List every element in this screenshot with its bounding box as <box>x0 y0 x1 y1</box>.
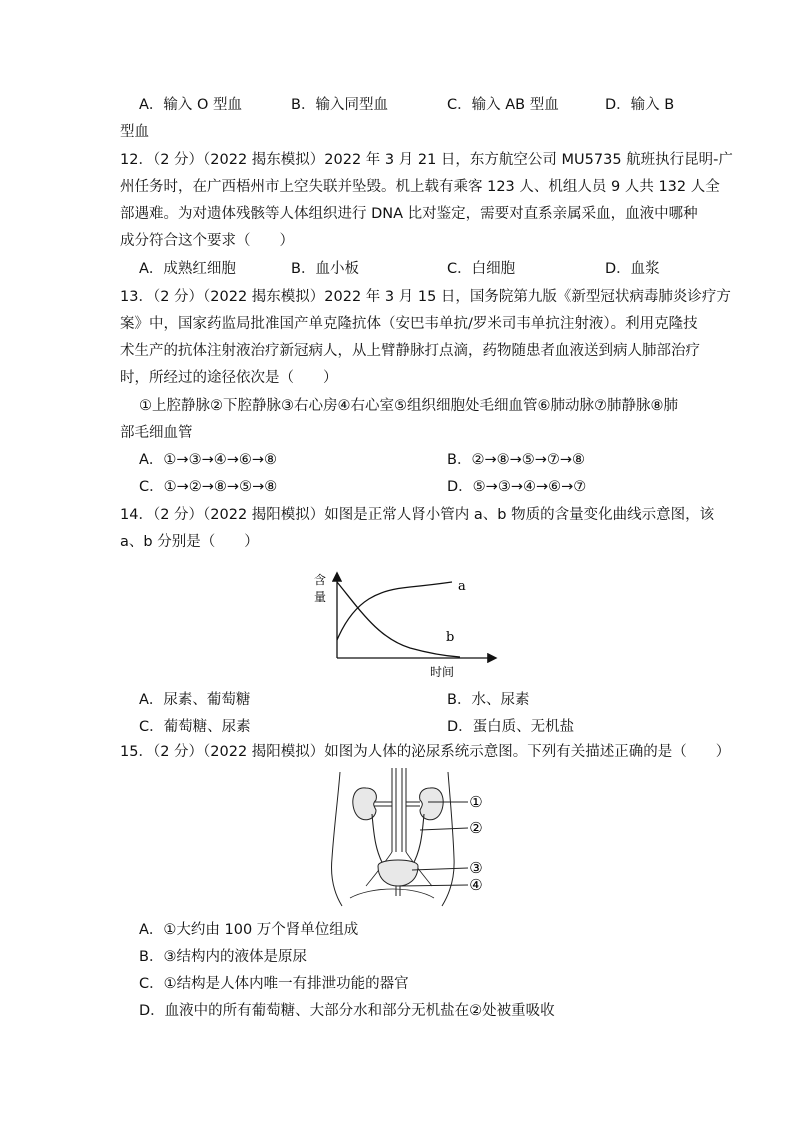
x-axis-label: 时间 <box>429 665 455 679</box>
q13-option-a: A．①→③→④→⑥→⑧ <box>139 452 278 468</box>
q13-stem-line: 13．（2 分）（2022 揭东模拟）2022 年 3 月 15 日，国务院第九版《新型冠状病毒肺炎诊疗方 <box>120 289 731 305</box>
q13-stem-line: 术生产的抗体注射液治疗新冠病人，从上臂静脉打点滴，药物随患者血液送到病人肺部治疗 <box>120 343 700 359</box>
q13-stem-line: 时，所经过的途径依次是（ ） <box>120 370 338 386</box>
q15-option-d: D．血液中的所有葡萄糖、大部分水和部分无机盐在②处被重吸收 <box>139 1003 555 1019</box>
q14-stem-line: a、b 分别是（ ） <box>120 534 259 550</box>
q14-option-d: D．蛋白质、无机盐 <box>447 719 575 735</box>
body-outline-left <box>331 772 342 906</box>
pelvis-line <box>350 889 434 898</box>
right-kidney <box>420 788 444 820</box>
figure-label-4: ④ <box>469 876 483 894</box>
urethra <box>396 886 400 896</box>
q12-stem-line: 12．（2 分）（2022 揭东模拟）2022 年 3 月 21 日，东方航空公司 MU5735 航班执行昆明-广 <box>120 152 733 168</box>
urinary-system-figure <box>322 768 492 910</box>
q12-stem-line: 部遇难。为对遗体残骸等人体组织进行 DNA 比对鉴定，需要对直系亲属采血，血液中哪种 <box>120 206 698 222</box>
q14-option-a: A．尿素、葡萄糖 <box>139 692 251 708</box>
figure-label-2: ② <box>469 819 483 837</box>
y-axis-label-1: 含 <box>313 573 327 587</box>
y-axis-label-2: 量 <box>313 590 327 604</box>
q11-option-c: C．输入 AB 型血 <box>447 97 559 113</box>
q13-option-d: D．⑤→③→④→⑥→⑦ <box>447 479 587 495</box>
q14-option-c: C．葡萄糖、尿素 <box>139 719 251 735</box>
right-ureter <box>412 814 424 866</box>
q12-option-a: A．成熟红细胞 <box>139 261 236 277</box>
q13-sub-line: ①上腔静脉②下腔静脉③右心房④右心室⑤组织细胞处毛细血管⑥肺动脉⑦肺静脉⑧肺 <box>139 398 678 414</box>
bladder <box>378 860 418 886</box>
curve-a <box>337 582 452 640</box>
curve-a-label: a <box>458 579 466 594</box>
q11-option-d: D．输入 B <box>605 97 675 113</box>
q13-sub-line: 部毛细血管 <box>120 425 193 441</box>
figure-label-3: ③ <box>469 859 483 877</box>
q13-option-c: C．①→②→⑧→⑤→⑧ <box>139 479 278 495</box>
q13-option-b: B．②→⑧→⑤→⑦→⑧ <box>447 452 586 468</box>
curve-b <box>337 582 460 657</box>
q12-option-d: D．血浆 <box>605 261 660 277</box>
q12-option-c: C．白细胞 <box>447 261 516 277</box>
curve-b-label: b <box>446 630 455 645</box>
q12-stem-line: 州任务时，在广西梧州市上空失联并坠毁。机上载有乘客 123 人、机组人员 9 人共 132 人全 <box>120 179 720 195</box>
q11-option-a: A．输入 O 型血 <box>139 97 243 113</box>
q12-stem-line: 成分符合这个要求（ ） <box>120 233 294 249</box>
q14-option-b: B．水、尿素 <box>447 692 530 708</box>
q15-option-c: C．①结构是人体内唯一有排泄功能的器官 <box>139 976 409 992</box>
q13-stem-line: 案》中，国家药监局批准国产单克隆抗体（安巴韦单抗/罗米司韦单抗注射液）。利用克隆技 <box>120 316 698 332</box>
left-kidney <box>353 788 377 820</box>
q14-stem-line: 14．（2 分）（2022 揭阳模拟）如图是正常人肾小管内 a、b 物质的含量变化曲线示意图，该 <box>120 507 715 523</box>
q11-option-b: B．输入同型血 <box>291 97 388 113</box>
q15-option-b: B．③结构内的液体是原尿 <box>139 949 307 965</box>
q15-option-a: A．①大约由 100 万个肾单位组成 <box>139 922 359 938</box>
q11-option-d-continued: 型血 <box>120 124 149 140</box>
figure-label-1: ① <box>469 793 483 811</box>
q15-stem-line: 15．（2 分）（2022 揭阳模拟）如图为人体的泌尿系统示意图。下列有关描述正确的是（ ） <box>120 744 731 760</box>
body-outline-right <box>442 772 454 906</box>
q12-option-b: B．血小板 <box>291 261 359 277</box>
left-ureter <box>372 814 384 866</box>
q14-curve-figure <box>300 560 510 680</box>
